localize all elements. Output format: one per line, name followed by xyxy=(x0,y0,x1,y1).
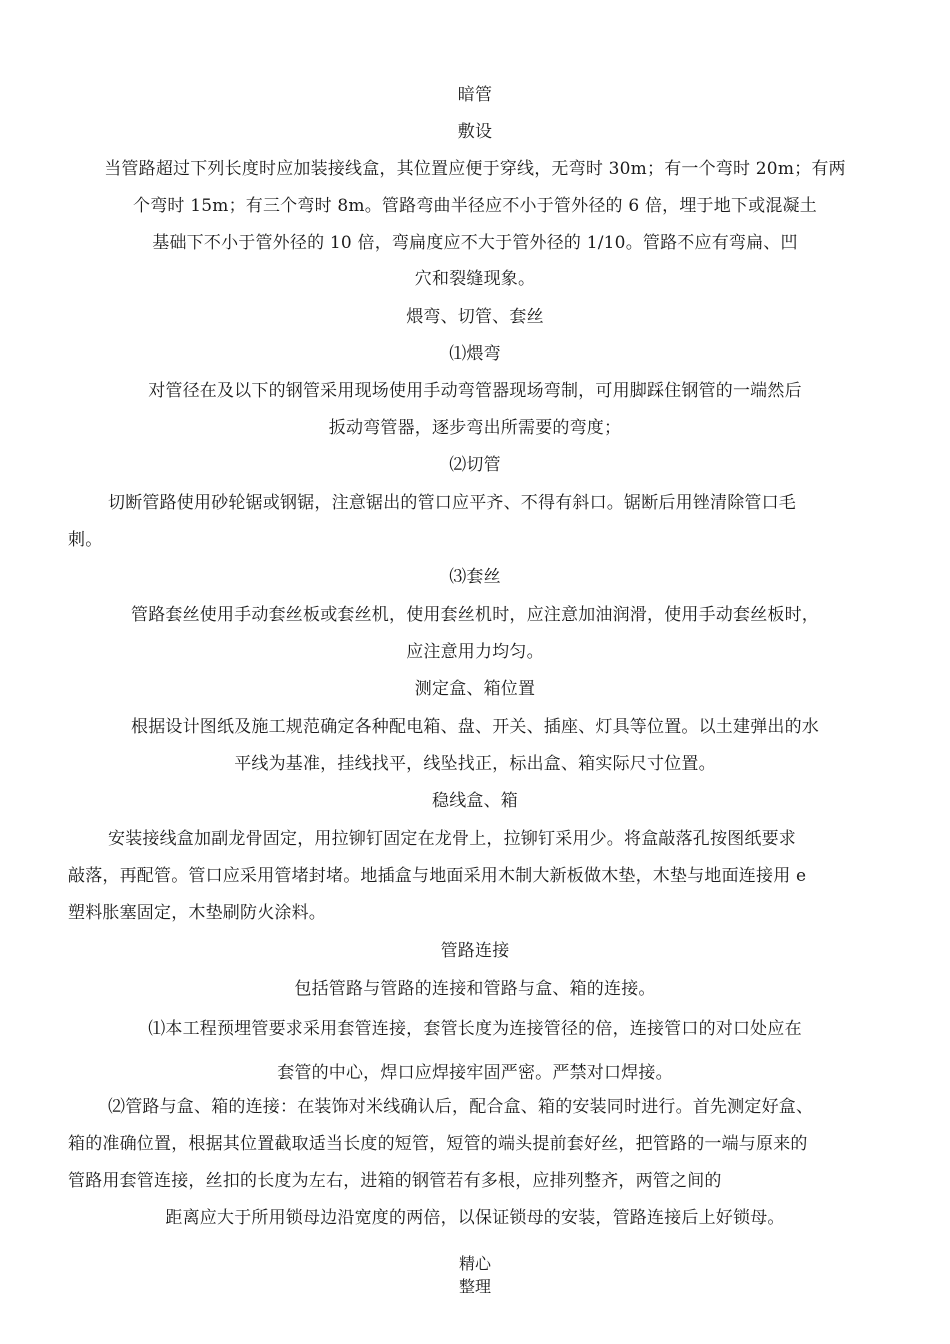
subsection-heading: ⑵切管 xyxy=(449,455,501,475)
paragraph-line: ⑴本工程预埋管要求采用套管连接，套管长度为连接管径的倍，连接管口的对口处应在 xyxy=(148,1019,802,1039)
paragraph-line: 根据设计图纸及施工规范确定各种配电箱、盘、开关、插座、灯具等位置。以土建弹出的水 xyxy=(131,717,819,737)
paragraph-line: 个弯时 15m；有三个弯时 8m。管路弯曲半径应不小于管外径的 6 倍，埋于地下或混凝土 xyxy=(133,196,817,216)
section-heading: 稳线盒、箱 xyxy=(432,791,518,811)
paragraph-line: 箱的准确位置，根据其位置截取适当长度的短管，短管的端头提前套好丝，把管路的一端与原来的 xyxy=(68,1134,808,1154)
subsection-heading: ⑴煨弯 xyxy=(449,344,501,364)
paragraph-line: 扳动弯管器，逐步弯出所需要的弯度； xyxy=(328,418,622,438)
paragraph-line: 距离应大于所用锁母边沿宽度的两倍，以保证锁母的安装，管路连接后上好锁母。 xyxy=(165,1208,785,1228)
section-heading: 煨弯、切管、套丝 xyxy=(406,307,544,327)
section-heading: 测定盒、箱位置 xyxy=(414,679,536,699)
paragraph-line: ⑵管路与盒、箱的连接：在装饰对米线确认后，配合盒、箱的安装同时进行。首先测定好盒、 xyxy=(108,1097,814,1117)
paragraph-line: 安装接线盒加副龙骨固定，用拉铆钉固定在龙骨上，拉铆钉采用少。将盒敲落孔按图纸要求 xyxy=(108,829,796,849)
paragraph-line: 管路用套管连接，丝扣的长度为左右，进箱的钢管若有多根，应排列整齐，两管之间的 xyxy=(68,1171,722,1191)
paragraph-line: 管路套丝使用手动套丝板或套丝机，使用套丝机时，应注意加油润滑，使用手动套丝板时， xyxy=(131,605,819,625)
paragraph-line: 平线为基准，挂线找平，线坠找正，标出盒、箱实际尺寸位置。 xyxy=(234,754,716,774)
paragraph-line: 穴和裂缝现象。 xyxy=(414,269,536,289)
paragraph-line: 切断管路使用砂轮锯或钢锯，注意锯出的管口应平齐、不得有斜口。锯断后用锉清除管口毛 xyxy=(108,493,796,513)
subsection-heading: ⑶套丝 xyxy=(449,567,501,587)
section-subtitle: 敷设 xyxy=(457,122,493,142)
paragraph-line: 应注意用力均匀。 xyxy=(406,642,544,662)
paragraph-line: 包括管路与管路的连接和管路与盒、箱的连接。 xyxy=(294,979,656,999)
section-title: 暗管 xyxy=(457,85,493,105)
section-heading: 管路连接 xyxy=(440,941,510,961)
paragraph-line: 当管路超过下列长度时应加装接线盒，其位置应便于穿线，无弯时 30m；有一个弯时 20m；有两 xyxy=(104,159,846,179)
paragraph-line: 塑料胀塞固定，木垫刷防火涂料。 xyxy=(68,903,326,923)
paragraph-line: 对管径在及以下的钢管采用现场使用手动弯管器现场弯制，可用脚踩住钢管的一端然后 xyxy=(148,381,802,401)
footer-text: 精心 xyxy=(458,1254,491,1273)
paragraph-line: 刺。 xyxy=(68,530,103,550)
paragraph-line: 套管的中心，焊口应焊接牢固严密。严禁对口焊接。 xyxy=(277,1063,673,1083)
paragraph-line: 基础下不小于管外径的 10 倍，弯扁度应不大于管外径的 1/10。管路不应有弯扁、凹 xyxy=(152,233,798,253)
paragraph-line: 敲落，再配管。管口应采用管堵封堵。地插盒与地面采用木制大新板做木垫，木垫与地面连接用 e xyxy=(68,866,807,886)
footer-text: 整理 xyxy=(458,1277,491,1296)
